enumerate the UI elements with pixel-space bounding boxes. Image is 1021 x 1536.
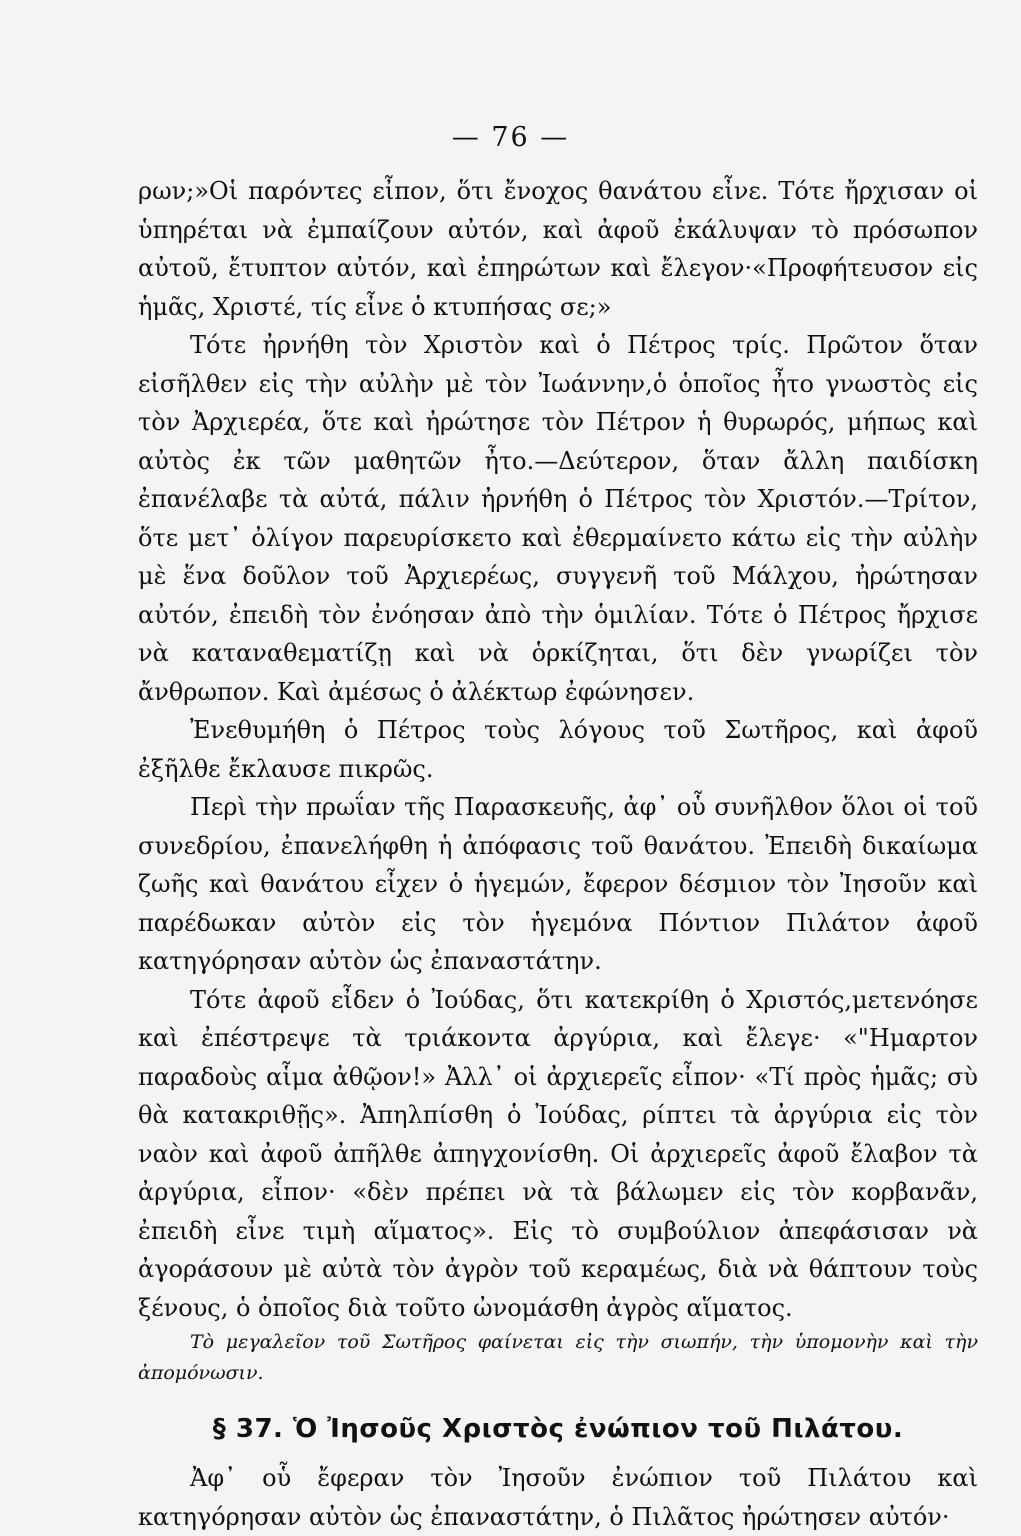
body-text: [138, 172, 978, 1536]
page-number: — 76 —: [451, 122, 570, 153]
paragraph: Τότε ἠρνήθη τὸν Χριστὸν καὶ ὁ Πέτρος τρίς. Πρῶτον ὅταν εἰσῆλθεν εἰς τὴν αὐλὴν μὲ τὸν Ἰωάννην,ὁ ὁποῖος ἦτο γνωστὸς εἰς τὸν Ἀρχιερέα, ὅτε καὶ ἠρώτησε τὸν Πέτρον ἡ θυρωρός, μήπως καὶ αὐτὸς ἐκ τῶν μαθητῶν ἦτο.—Δεύτερον, ὅταν ἄλλη παιδίσκη ἐπανέλαβε τὰ αὐτά, πάλιν ἠρνήθη ὁ Πέτρος τὸν Χριστόν.—Τρίτον, ὅτε μετ᾽ ὀλίγον παρευρίσκετο καὶ ἐθερμαίνετο κάτω εἰς τὴν αὐλὴν μὲ ἕνα δοῦλον τοῦ Ἀρχιερέως, συγγενῆ τοῦ Μάλχου, ἠρώτησαν αὐτόν, ἐπειδὴ τὸν ἐνόησαν ἀπὸ τὴν ὁμιλίαν. Τότε ὁ Πέτρος ἤρχισε νὰ καταναθεματίζῃ καὶ νὰ ὁρκίζηται, ὅτι δὲν γνωρίζει τὸν ἄνθρωπον. Καὶ ἀμέσως ὁ ἀλέκτωρ ἐφώνησεν.: [138, 331, 978, 706]
paragraph: Ἐνεθυμήθη ὁ Πέτρος τοὺς λόγους τοῦ Σωτῆρος, καὶ ἀφοῦ ἐξῆλθε ἔκλαυσε πικρῶς.: [138, 716, 978, 783]
paragraph: ρων;»Οἱ παρόντες εἶπον, ὅτι ἔνοχος θανάτου εἶνε. Τότε ἤρχισαν οἱ ὑπηρέται νὰ ἐμπαίζουν αὐτόν, καὶ ἀφοῦ ἐκάλυψαν τὸ πρόσωπον αὐτοῦ, ἔτυπτον αὐτόν, καὶ ἐπηρώτων καὶ ἔλεγον·«Προφήτευσον εἰς ἡμᾶς, Χριστέ, τίς εἶνε ὁ κτυπήσας σε;»: [138, 177, 978, 321]
paragraph: Τότε ἀφοῦ εἶδεν ὁ Ἰούδας, ὅτι κατεκρίθη ὁ Χριστός,μετενόησε καὶ ἐπέστρεψε τὰ τριάκοντα ἀργύρια, καὶ ἔλεγε· «"Ημαρτον παραδοὺς αἷμα ἀθῷον!» Ἀλλ᾽ οἱ ἀρχιερεῖς εἶπον· «Τί πρὸς ἡμᾶς; σὺ θὰ κατακριθῇς». Ἀπηλπίσθη ὁ Ἰούδας, ρίπτει τὰ ἀργύρια εἰς τὸν ναὸν καὶ ἀφοῦ ἀπῆλθε ἀπηγχονίσθη. Οἱ ἀρχιερεῖς ἀφοῦ ἔλαβον τὰ ἀργύρια, εἶπον· «δὲν πρέπει νὰ τὰ βάλωμεν εἰς τὸν κορβανᾶν, ἐπειδὴ εἶνε τιμὴ αἵματος». Εἰς τὸ συμβούλιον ἀπεφάσισαν νὰ ἀγοράσουν μὲ αὐτὰ τὸν ἀγρὸν τοῦ κεραμέως, διὰ νὰ θάπτουν τοὺς ξένους, ὁ ὁποῖος διὰ τοῦτο ὠνομάσθη ἀγρὸς αἵματος.: [138, 985, 978, 1322]
section-heading: § 37. Ὁ Ἰησοῦς Χριστὸς ἐνώπιον τοῦ Πιλάτου.: [212, 1414, 904, 1444]
section-paragraph: Ἀφ᾽ οὗ ἔφεραν τὸν Ἰησοῦν ἐνώπιον τοῦ Πιλάτου καὶ κατηγόρησαν αὐτὸν ὡς ἐπαναστάτην, ὁ Πιλᾶτος ἠρώτησεν αὐτόν·: [138, 1464, 978, 1531]
paragraph: Περὶ τὴν πρωΐαν τῆς Παρασκευῆς, ἀφ᾽ οὗ συνῆλθον ὅλοι οἱ τοῦ συνεδρίου, ἐπανελήφθη ἡ ἀπόφασις τοῦ θανάτου. Ἐπειδὴ δικαίωμα ζωῆς καὶ θανάτου εἶχεν ὁ ἡγεμών, ἔφερον δέσμιον τὸν Ἰησοῦν καὶ παρέδωκαν αὐτὸν εἰς τὸν ἡγεμόνα Πόντιον Πιλάτον ἀφοῦ κατηγόρησαν αὐτὸν ὡς ἐπαναστάτην.: [138, 793, 978, 975]
italic-note: Τὸ μεγαλεῖον τοῦ Σωτῆρος φαίνεται εἰς τὴν σιωπήν, τὴν ὑπομονὴν καὶ τὴν ἀπομόνωσιν.: [138, 1331, 978, 1384]
